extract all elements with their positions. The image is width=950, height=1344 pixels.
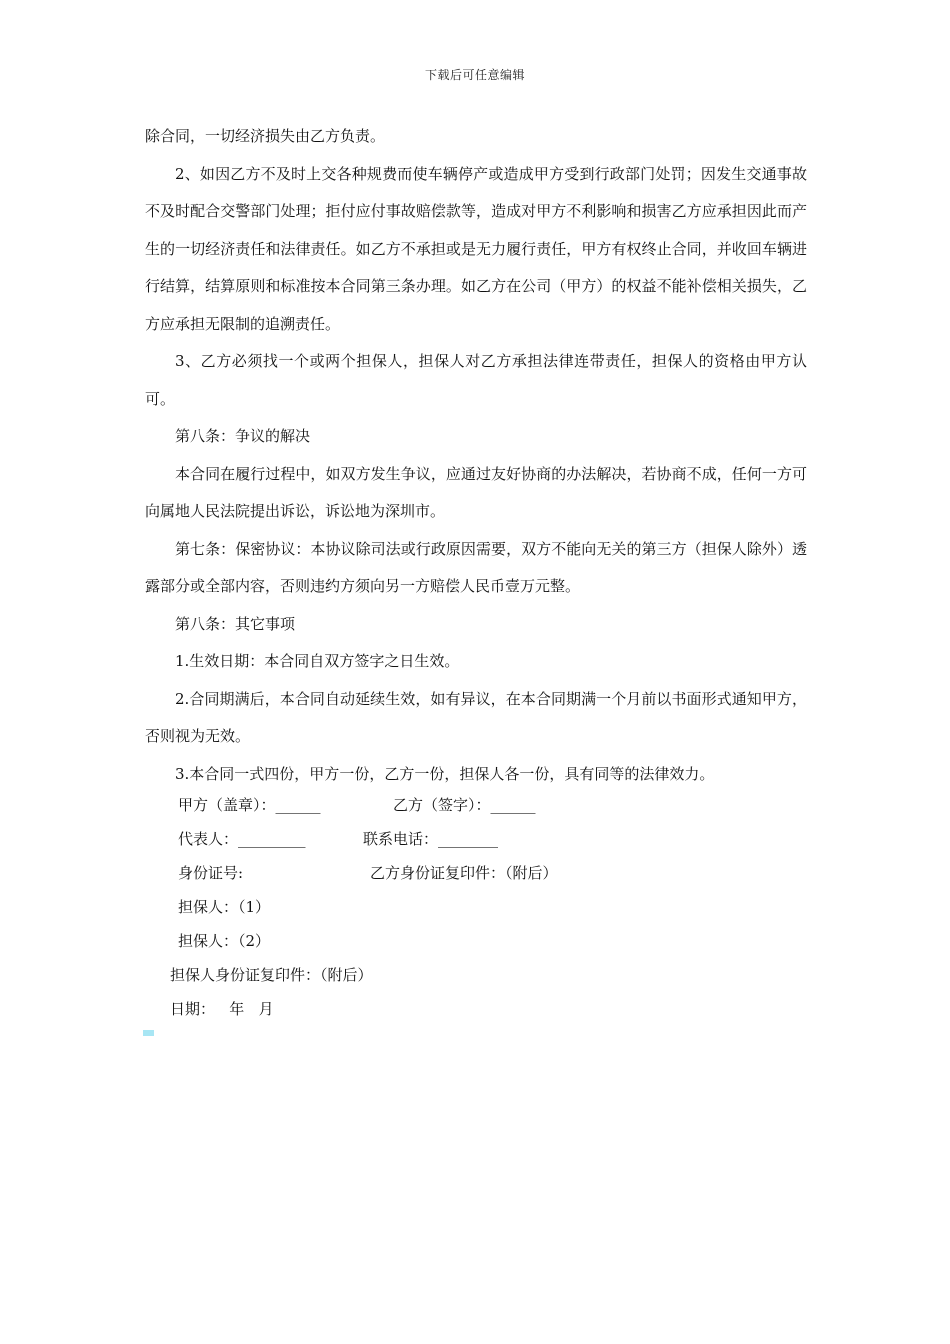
paragraph-continuation: 除合同，一切经济损失由乙方负责。 <box>145 127 386 145</box>
effective-date-paragraph: 1.生效日期：本合同自双方签字之日生效。 <box>175 652 460 670</box>
page-header-note: 下载后可任意编辑 <box>424 68 525 82</box>
party-b-id-copy-field: 乙方身份证复印件：（附后） <box>370 864 558 882</box>
id-number-field: 身份证号: <box>178 864 244 882</box>
date-field: 日期： 年 月 <box>170 1000 274 1018</box>
representative-field: 代表人：_________ <box>178 830 306 848</box>
party-b-sign-field: 乙方（签字）：______ <box>393 796 536 814</box>
clause-3-paragraph: 3、乙方必须找一个或两个担保人，担保人对乙方承担法律连带责任，担保人的资格由甲方认可。 <box>145 352 807 408</box>
date-row <box>145 992 807 1026</box>
signature-row-parties <box>145 788 807 822</box>
guarantor-1-field: 担保人：（1） <box>178 898 271 916</box>
party-a-seal-field: 甲方（盖章）：______ <box>178 796 321 814</box>
guarantor-2-field: 担保人：（2） <box>178 932 271 950</box>
guarantor-id-copy-row <box>145 958 807 992</box>
guarantor-2-row <box>145 924 807 958</box>
signature-row-contact <box>145 822 807 856</box>
dispute-resolution-paragraph: 本合同在履行过程中，如双方发生争议，应通过友好协商的办法解决，若协商不成，任何一方可向属地人民法院提出诉讼，诉讼地为深圳市。 <box>145 464 807 520</box>
auto-renewal-paragraph: 2.合同期满后，本合同自动延续生效，如有异议，在本合同期满一个月前以书面形式通知甲方，否则视为无效。 <box>145 689 807 745</box>
copies-paragraph: 3.本合同一式四份，甲方一份，乙方一份，担保人各一份，具有同等的法律效力。 <box>175 764 715 783</box>
clause-2-paragraph: 2、如因乙方不及时上交各种规费而使车辆停产或造成甲方受到行政部门处罚；因发生交通事故不及时配合交警部门处理；拒付应付事故赔偿款等，造成对甲方不利影响和损害乙方应承担因此而产生的一切经济责任和法律责任。如乙方不承担或是无力履行责任，甲方有权终止合同，并收回车辆进行结算，结算原则和标准按本合同第三条办理。如乙方在公司（甲方）的权益不能补偿相关损失，乙方应承担无限制的追溯责任。 <box>145 164 807 333</box>
article-8-other-heading: 第八条：其它事项 <box>175 614 296 633</box>
guarantor-id-copy-field: 担保人身份证复印件：（附后） <box>170 966 373 984</box>
guarantor-1-row <box>145 890 807 924</box>
contract-body <box>145 118 807 793</box>
signature-block <box>145 788 807 1026</box>
signature-row-id <box>145 856 807 890</box>
text-cursor-marker <box>143 1030 154 1036</box>
article-8-dispute-heading: 第八条：争议的解决 <box>175 427 311 445</box>
confidentiality-paragraph: 第七条：保密协议：本协议除司法或行政原因需要，双方不能向无关的第三方（担保人除外）透露部分或全部内容，否则违约方须向另一方赔偿人民币壹万元整。 <box>145 539 807 595</box>
phone-field: 联系电话：________ <box>363 830 499 848</box>
